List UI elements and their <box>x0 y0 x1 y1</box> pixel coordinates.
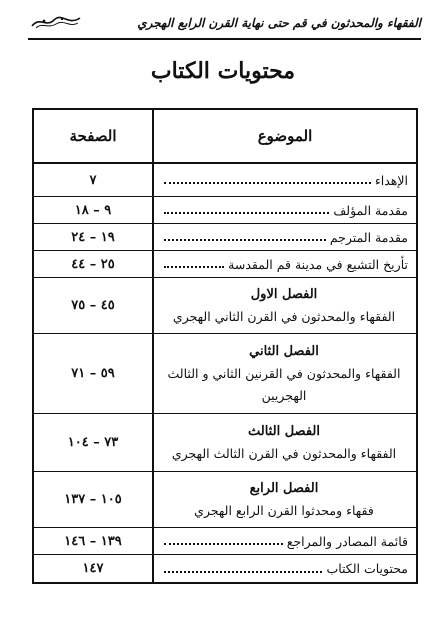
table-row <box>34 414 416 472</box>
chapter-heading: الفصل الرابع <box>249 480 319 496</box>
chapter-subtitle: الفقهاء والمحدثون في القرنين الثاني و الثالث <box>167 365 401 381</box>
topic-cell <box>152 334 416 413</box>
chapter-heading: الفصل الثالث <box>248 423 320 439</box>
chapter-subtitle: الفقهاء والمحدثون في القرن الثالث الهجري <box>171 445 397 461</box>
leader-dots <box>164 212 329 214</box>
leader-dots <box>164 543 283 545</box>
header-rule <box>28 38 421 40</box>
table-row <box>34 334 416 414</box>
page-cell: ٩ – ١٨ <box>74 202 112 218</box>
leader-dots <box>164 239 326 241</box>
running-title: الفقهاء والمحدثون في قم حتى نهاية القرن الرابع الهجري <box>137 16 421 30</box>
page-cell: ٧ <box>89 172 97 188</box>
topic-cell <box>152 251 416 277</box>
page-cell: ١٤٧ <box>82 561 104 576</box>
leader-dots <box>164 266 224 268</box>
running-header <box>28 10 421 40</box>
entry-title: الإهداء <box>374 172 408 188</box>
table-row <box>34 251 416 278</box>
page-cell: ٧٣ – ١٠٤ <box>67 435 119 450</box>
ornament-icon <box>30 14 82 30</box>
chapter-heading: الفصل الاول <box>250 286 318 302</box>
table-row <box>34 278 416 334</box>
table-row <box>34 224 416 251</box>
topic-cell <box>152 278 416 333</box>
chapter-subtitle: فقهاء ومحدثوا القرن الرابع الهجري <box>194 502 374 518</box>
table-row <box>34 528 416 555</box>
leader-dots <box>164 571 322 573</box>
entry-title: قائمة المصادر والمراجع <box>286 533 408 549</box>
table-header <box>34 110 416 164</box>
table-row <box>34 164 416 197</box>
topic-cell <box>152 197 416 223</box>
table-row <box>34 197 416 224</box>
chapter-heading: الفصل الثاني <box>249 343 319 359</box>
page-cell: ٤٥ – ٧٥ <box>71 298 115 313</box>
topic-cell <box>152 224 416 250</box>
chapter-subtitle: الهجريين <box>261 387 307 403</box>
topic-cell <box>152 472 416 527</box>
entry-title: مقدمة المؤلف <box>333 202 408 218</box>
table-row <box>34 472 416 528</box>
leader-dots <box>164 182 371 184</box>
contents-table <box>32 108 418 584</box>
page-cell: ٢٥ – ٤٤ <box>71 256 115 272</box>
topic-cell <box>152 164 416 196</box>
page-title: محتويات الكتاب <box>150 58 296 84</box>
entry-title: محتويات الكتاب <box>326 561 408 576</box>
topic-cell <box>152 555 416 582</box>
entry-title: تأريخ التشيع في مدينة قم المقدسة <box>228 256 408 272</box>
topic-cell <box>152 414 416 471</box>
page-cell: ٥٩ – ٧١ <box>71 366 115 381</box>
page-cell: ١٠٥ – ١٣٧ <box>64 492 122 507</box>
page-cell: ١٣٩ – ١٤٦ <box>64 533 122 549</box>
page-cell: ١٩ – ٢٤ <box>71 229 115 245</box>
column-header-page: الصفحة <box>69 127 117 145</box>
entry-title: مقدمة المترجم <box>329 229 408 245</box>
topic-cell <box>152 528 416 554</box>
column-header-topic: الموضوع <box>152 110 416 162</box>
chapter-subtitle: الفقهاء والمحدثون في القرن الثاني الهجري <box>172 308 396 324</box>
table-row <box>34 555 416 582</box>
